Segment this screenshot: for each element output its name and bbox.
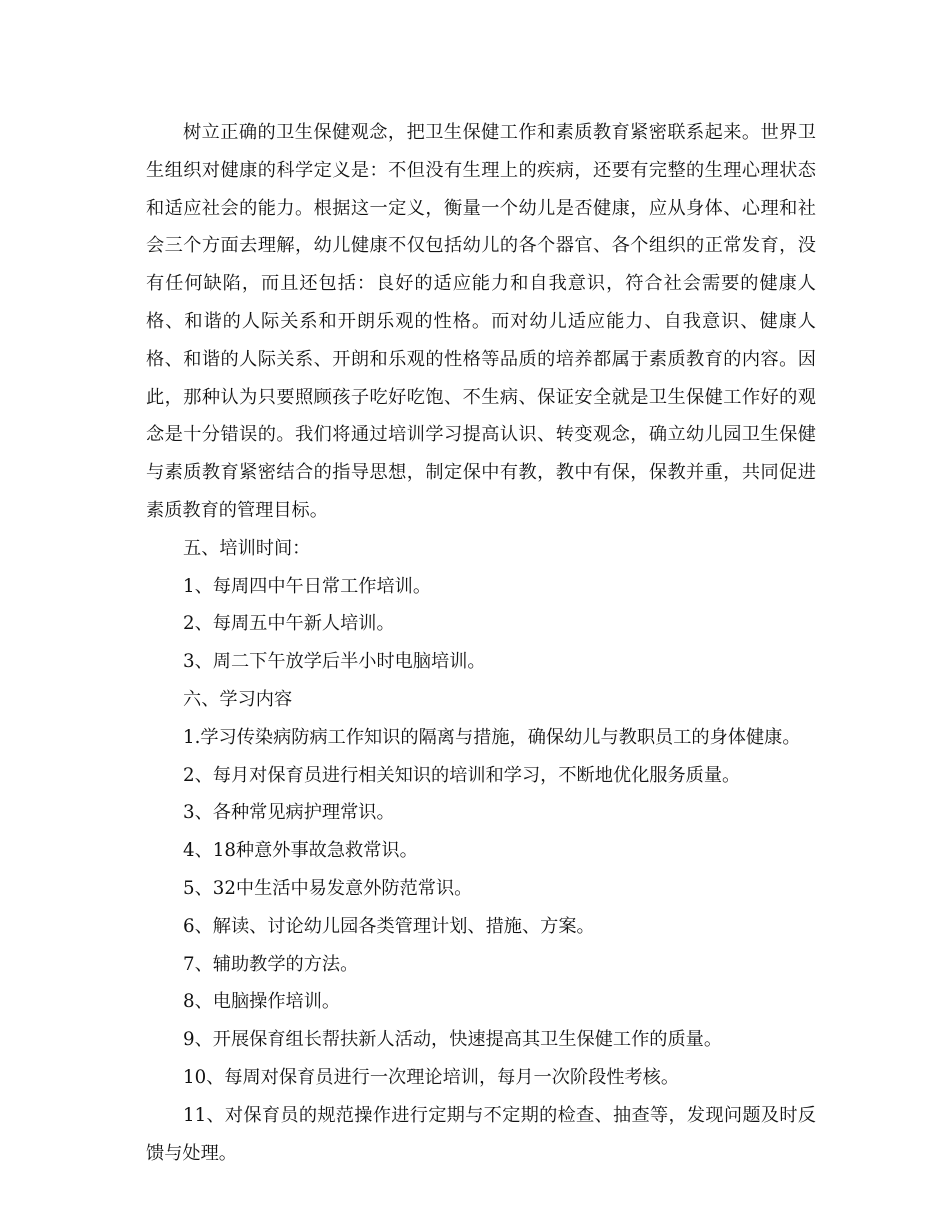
list-item: 3、各种常见病护理常识。 [183, 802, 395, 824]
list-item: 5、32中生活中易发意外防范常识。 [183, 877, 473, 899]
list-item: 10、每周对保育员进行一次理论培训，每月一次阶段性考核。 [183, 1066, 680, 1088]
section-heading-learning-content: 六、学习内容 [183, 688, 293, 710]
section-heading-training-time: 五、培训时间： [183, 537, 311, 559]
list-item: 1.学习传染病防病工作知识的隔离与措施，确保幼儿与教职员工的身体健康。 [183, 726, 801, 748]
list-item: 8、电脑操作培训。 [183, 991, 341, 1013]
list-item: 2、每月对保育员进行相关知识的培训和学习，不断地优化服务质量。 [183, 764, 741, 786]
list-item: 1、每周四中午日常工作培训。 [183, 575, 432, 597]
list-item: 11、对保育员的规范操作进行定期与不定期的检查、抽查等，发现问题及时反馈与处理。 [146, 1104, 816, 1164]
list-item: 4、18种意外事故急救常识。 [183, 840, 418, 862]
document-body [146, 114, 816, 1172]
list-item: 3、周二下午放学后半小时电脑培训。 [183, 651, 486, 673]
list-item: 9、开展保育组长帮扶新人活动，快速提高其卫生保健工作的质量。 [183, 1029, 723, 1051]
intro-paragraph: 树立正确的卫生保健观念，把卫生保健工作和素质教育紧密联系起来。世界卫生组织对健康的科学定义是：不但没有生理上的疾病，还要有完整的生理心理状态和适应社会的能力。根据这一定义，衡量一个幼儿是否健康，应从身体、心理和社会三个方面去理解，幼儿健康不仅包括幼儿的各个器官、各个组织的正常发育，没有任何缺陷，而且还包括：良好的适应能力和自我意识，符合社会需要的健康人格、和谐的人际关系和开朗乐观的性格。而对幼儿适应能力、自我意识、健康人格、和谐的人际关系、开朗和乐观的性格等品质的培养都属于素质教育的内容。因此，那种认为只要照顾孩子吃好吃饱、不生病、保证安全就是卫生保健工作好的观念是十分错误的。我们将通过培训学习提高认识、转变观念，确立幼儿园卫生保健与素质教育紧密结合的指导思想，制定保中有教，教中有保，保教并重，共同促进素质教育的管理目标。 [146, 122, 816, 521]
list-item: 6、解读、讨论幼儿园各类管理计划、措施、方案。 [183, 915, 595, 937]
list-item: 2、每周五中午新人培训。 [183, 613, 395, 635]
list-item: 7、辅助教学的方法。 [183, 953, 359, 975]
